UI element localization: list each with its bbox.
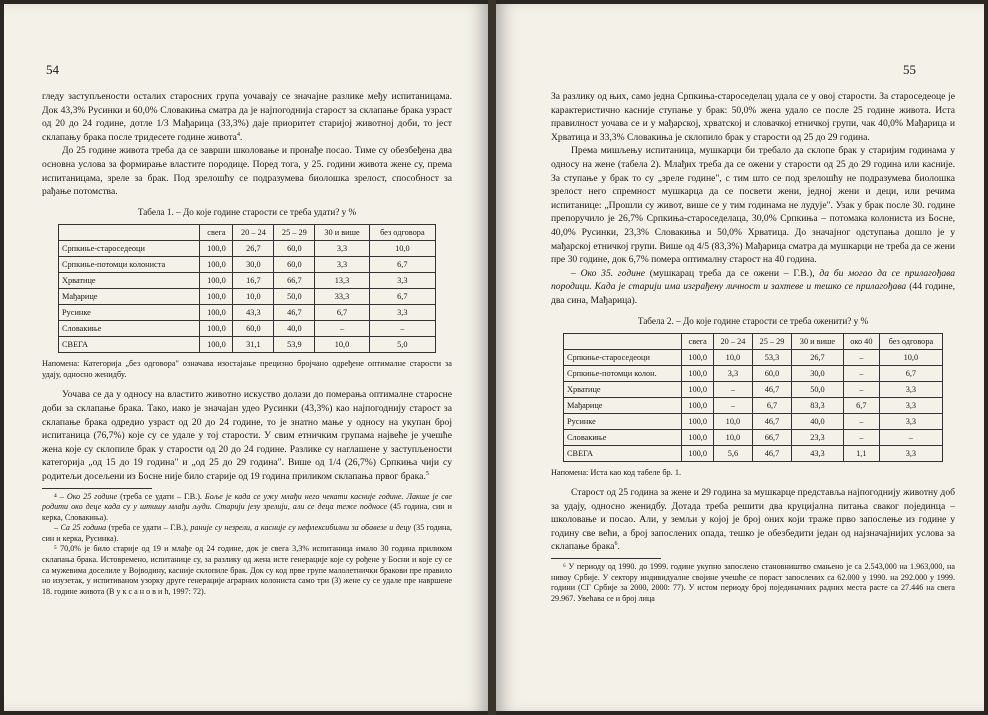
page-number: 55 bbox=[903, 62, 916, 77]
table-cell: 6,7 bbox=[843, 398, 879, 414]
row-label: Словакиње bbox=[564, 430, 682, 446]
table-cell: 60,0 bbox=[274, 257, 315, 273]
table-cell: 100,0 bbox=[200, 257, 233, 273]
table-header-cell bbox=[564, 334, 682, 350]
table-cell: – bbox=[713, 398, 752, 414]
table-cell: 100,0 bbox=[682, 382, 713, 398]
table-cell: 26,7 bbox=[233, 241, 274, 257]
table-header-cell: 30 и више bbox=[315, 225, 369, 241]
table-header-cell: 20 – 24 bbox=[233, 225, 274, 241]
row-label: Русинке bbox=[59, 305, 200, 321]
table-cell: 6,7 bbox=[752, 398, 791, 414]
table-cell: 50,0 bbox=[274, 289, 315, 305]
table-cell: 100,0 bbox=[200, 289, 233, 305]
table-cell: 5,6 bbox=[713, 446, 752, 462]
table-cell: 100,0 bbox=[682, 398, 713, 414]
table-cell: 3,3 bbox=[879, 382, 942, 398]
table-cell: 30,0 bbox=[233, 257, 274, 273]
table-cell: 23,3 bbox=[792, 430, 844, 446]
table-cell: 33,3 bbox=[315, 289, 369, 305]
table-cell: 3,3 bbox=[713, 366, 752, 382]
table-cell: 66,7 bbox=[752, 430, 791, 446]
table-header-row bbox=[564, 334, 943, 350]
table-cell: 10,0 bbox=[879, 350, 942, 366]
table-row bbox=[564, 446, 943, 462]
table-caption: Табела 1. – До које године старости се треба удати? у % bbox=[137, 206, 357, 217]
footnote-divider bbox=[42, 488, 152, 489]
table-header-cell: 30 и више bbox=[792, 334, 844, 350]
table-cell: 26,7 bbox=[792, 350, 844, 366]
table-cell: 10,0 bbox=[315, 337, 369, 353]
left-page-body bbox=[42, 90, 452, 597]
table-header-cell: око 40 bbox=[843, 334, 879, 350]
right-page-body bbox=[551, 90, 955, 604]
table-cell: 100,0 bbox=[200, 305, 233, 321]
table-cell: 100,0 bbox=[682, 446, 713, 462]
table-cell: 100,0 bbox=[200, 273, 233, 289]
table-cell: 40,0 bbox=[792, 414, 844, 430]
row-label: Српкиње-потомци колон. bbox=[564, 366, 682, 382]
table-cell: 3,3 bbox=[315, 241, 369, 257]
table-row bbox=[564, 366, 943, 382]
footnote-marker: 4 bbox=[236, 131, 240, 138]
table-header-cell: 25 – 29 bbox=[274, 225, 315, 241]
table-cell: 16,7 bbox=[233, 273, 274, 289]
table-cell: 6,7 bbox=[369, 257, 435, 273]
row-label: Мађарице bbox=[564, 398, 682, 414]
footnote-6: ⁶ У периоду од 1990. до 1999. године укупно запослено становништво смањено је са 2.543,000 на 1.963,000, на нивоу Србије. У сектору индивидуалне својине учешће се пораст запослених са 62.000 у 1990. на 292.000 у 1999. години (СГ Србије за 2000, 2000: 77). У истом периоду број појединачних радних места расте са 27.446 на свега 29.967. Увећава се и број лица bbox=[551, 562, 955, 603]
table-cell: 10,0 bbox=[713, 430, 752, 446]
paragraph: гледу заступљености осталих старосних група уочавају се значајне разлике међу испитаницама. Док 43,3% Русинки и 60,0% Словакиња сматра да је најпогоднија старост за склапање брака узраст од 20 до 24 године, дотле 1/3 Мађарица (33,3%) даје приоритет старијој животној доби, то јест склапању брака после тридесете године живота$^4$. bbox=[42, 91, 452, 143]
paragraph: Према мишљењу испитаница, мушкарци би требало да склопе брак у старијим годинама у односу на жене (табела 2). Млађих треба да се ожени у старости од 25 до 29 година или касније. За ступање у брак то су „зреле године", с тим што се под зрелошћу не подразумева биолошка зрелост него спремност мушкарца да се посвети жени, једној жени и деци, или речима испитанице: „Прошли су живот, више се у тим годинама не лудује". Узак у брак после 30. године препоручило је 26,7% Српкиња-староседелаца, 30,0% Српкиња – потомака колониста из Босне, 40,0% Русинки, 23,3% Словакиња и 50,0% Хрватица. До значајног одступања дошло је у мађарској етничкој групи. Више од 4/5 (83,3%) Мађарица сматра да мушкарци не треба да се жени пре 30 године, док 6,7% помера оптималну старост на 40 година. bbox=[551, 145, 955, 266]
footnotes bbox=[42, 492, 452, 598]
table-cell: 3,3 bbox=[879, 414, 942, 430]
footnote-marker: 6 bbox=[614, 541, 618, 548]
footnotes bbox=[551, 562, 955, 604]
table-cell: 60,0 bbox=[233, 321, 274, 337]
table-row bbox=[59, 321, 436, 337]
table-cell: 100,0 bbox=[682, 430, 713, 446]
table-cell: 46,7 bbox=[752, 446, 791, 462]
table-cell: 46,7 bbox=[274, 305, 315, 321]
page-number: 54 bbox=[46, 62, 59, 77]
paragraph: До 25 године живота треба да се заврши школовање и пронађе посао. Тиме су обезбеђена два основна услова за формирање властите породице. Поред тога, у 25. години живота жене су, према испитаницама, зреле за брак. Под зрелошћу се подразумева биолошка зрелост, способност за рађање потомства. bbox=[42, 145, 452, 198]
table-row bbox=[59, 289, 436, 305]
table-cell: 100,0 bbox=[200, 337, 233, 353]
table-row bbox=[59, 257, 436, 273]
table-2 bbox=[563, 333, 943, 462]
footnote-5: ⁵ 70,0% је било старије од 19 и млађе од 24 године, док је свега 3,3% испитаница имало 30 година приликом склапања брака. Истовремено, испитанице су, за разлику од жена исте генерације које су рођене у Босни и које су се са мужевима доселиле у Војводину, касније склопиле брак. Док су код прве групе малолетнички бракови пре правило но изузетак, у испитиваном узорку друге генерације аграрних колониста само три (3) жене су се удале пре навршене 18. године живота (В у к с а н о в и ћ, 1997: 72). bbox=[42, 544, 452, 596]
table-cell: 50,0 bbox=[792, 382, 844, 398]
row-label: Словакиње bbox=[59, 321, 200, 337]
table-note: Напомена: Иста као код табеле бр. 1. bbox=[551, 468, 682, 478]
left-page bbox=[4, 4, 488, 711]
table-cell: 13,3 bbox=[315, 273, 369, 289]
table-cell: 6,7 bbox=[879, 366, 942, 382]
table-cell: 3,3 bbox=[369, 273, 435, 289]
row-label: Српкиње-староседеоци bbox=[59, 241, 200, 257]
row-label: СВЕГА bbox=[564, 446, 682, 462]
table-row bbox=[59, 337, 436, 353]
table-cell: 6,7 bbox=[369, 289, 435, 305]
row-label: Русинке bbox=[564, 414, 682, 430]
table-cell: – bbox=[843, 382, 879, 398]
table-header-cell: без одговора bbox=[369, 225, 435, 241]
table-note: Напомена: Категорија „без одговора" означава изостајање прецизно бројчано одређене оптималне старости за удају, односно женидбу. bbox=[42, 359, 452, 380]
table-cell: 3,3 bbox=[315, 257, 369, 273]
table-cell: 6,7 bbox=[315, 305, 369, 321]
footnote-divider bbox=[551, 558, 661, 559]
book-gutter bbox=[488, 0, 496, 715]
table-cell: – bbox=[843, 414, 879, 430]
table-header-cell: 20 – 24 bbox=[713, 334, 752, 350]
table-cell: 100,0 bbox=[682, 414, 713, 430]
table-cell: 10,0 bbox=[713, 414, 752, 430]
row-label: Хрватице bbox=[564, 382, 682, 398]
row-label: Мађарице bbox=[59, 289, 200, 305]
table-header-cell: 25 – 29 bbox=[752, 334, 791, 350]
table-row bbox=[564, 350, 943, 366]
table-cell: 3,3 bbox=[369, 305, 435, 321]
table-cell: 66,7 bbox=[274, 273, 315, 289]
table-cell: 100,0 bbox=[682, 366, 713, 382]
footnote-marker: 5 bbox=[425, 470, 429, 477]
table-cell: 60,0 bbox=[274, 241, 315, 257]
table-row bbox=[564, 414, 943, 430]
table-1 bbox=[58, 224, 436, 353]
table-cell: – bbox=[843, 366, 879, 382]
table-cell: 31,1 bbox=[233, 337, 274, 353]
table-header-cell: свега bbox=[200, 225, 233, 241]
quotation: – Око 35. године (мушкарац треба да се ожени – Г.В.), да би могао да се прилагођава породици. Када је старији има изграђену личност и захтеве и тешко се прилагођава (44 године, два сина, Мађарица). bbox=[551, 267, 956, 306]
table-cell: 83,3 bbox=[792, 398, 844, 414]
table-cell: 43,3 bbox=[792, 446, 844, 462]
table-cell: 53,9 bbox=[274, 337, 315, 353]
paragraph: За разлику од њих, само једна Српкиња-староседелац удала се у овој старости. За староседеоце је карактеристично касније ступање у брак: 50,0% жена удало се после 25 године живота. Иста правилност уочава се и у мађарској, хрватској и словачкој етничкој групи, чак 40,0% Мађарица и Хрватица и 33,3% Словакиња је склопило брак у старости од 25 до 29 година. bbox=[551, 91, 955, 143]
table-cell: 46,7 bbox=[752, 382, 791, 398]
table-cell: – bbox=[369, 321, 435, 337]
table-cell: 5,0 bbox=[369, 337, 435, 353]
paragraph: Старост од 25 година за жене и 29 година за мушкарце представља најпогоднију животну доб за удају, односно женидбу. Дотада треба решити два круцијална питања сваког појединца – школовање и посао. Али, у земљи у којој је број оних који траже прво запослење из године у годину све већи, а број запослених опада, тешко је обезбедити један од најзначајнијих услова за склапање брака$^6$. bbox=[551, 487, 955, 553]
table-row bbox=[564, 430, 943, 446]
table-cell: 53,3 bbox=[752, 350, 791, 366]
table-header-cell: свега bbox=[682, 334, 713, 350]
table-row bbox=[564, 382, 943, 398]
table-cell: 10,0 bbox=[369, 241, 435, 257]
right-page bbox=[496, 4, 984, 711]
table-cell: 43,3 bbox=[233, 305, 274, 321]
table-cell: – bbox=[713, 382, 752, 398]
table-row bbox=[59, 305, 436, 321]
table-header-cell bbox=[59, 225, 200, 241]
table-cell: 100,0 bbox=[200, 241, 233, 257]
table-row bbox=[59, 241, 436, 257]
table-cell: 3,3 bbox=[879, 446, 942, 462]
table-row bbox=[59, 273, 436, 289]
table-cell: 100,0 bbox=[682, 350, 713, 366]
paragraph: Уочава се да у односу на властито животно искуство долази до померања оптималне старосне доби за склапање брака. Тако, иако је значајан удео Русинки (43,3%) као најпогоднију старост за склапање брака одредио узраст од 20 до 24 године, то је знатно мање у односу на укупан број испитаница (76,7%) које су се удале у тој старости. У свим етничким групама највеће је учешће жена које су склопиле брак у старости од 20 до 24 године. Разлике су наглашене у заступљености категорија „од 15 до 19 година" и „од 25 до 29 година". Више од 1/4 (26,7%) Српкиња чији су родитељи досељени из Босне није било старије од 19 година приликом склапања првог брака.$^5$ bbox=[42, 389, 452, 482]
table-cell: 60,0 bbox=[752, 366, 791, 382]
row-label: Српкиње-потомци колониста bbox=[59, 257, 200, 273]
table-cell: – bbox=[879, 430, 942, 446]
row-label: СВЕГА bbox=[59, 337, 200, 353]
table-cell: 100,0 bbox=[200, 321, 233, 337]
row-label: Хрватице bbox=[59, 273, 200, 289]
table-cell: – bbox=[843, 350, 879, 366]
table-cell: 10,0 bbox=[713, 350, 752, 366]
table-cell: 1,1 bbox=[843, 446, 879, 462]
table-cell: 46,7 bbox=[752, 414, 791, 430]
table-cell: 3,3 bbox=[879, 398, 942, 414]
row-label: Српкиње-староседеоци bbox=[564, 350, 682, 366]
table-cell: – bbox=[315, 321, 369, 337]
table-cell: 30,0 bbox=[792, 366, 844, 382]
table-cell: 10,0 bbox=[233, 289, 274, 305]
table-cell: 40,0 bbox=[274, 321, 315, 337]
table-cell: – bbox=[843, 430, 879, 446]
table-header-cell: без одговора bbox=[879, 334, 942, 350]
table-row bbox=[564, 398, 943, 414]
table-caption: Табела 2. – До које године старости се треба оженити? у % bbox=[637, 315, 869, 326]
table-header-row bbox=[59, 225, 436, 241]
footnote-4: ⁴ – Око 25 године (треба се удати – Г.В.). Боље је када се ужу млађи него чекати касније године. Лакше је све родити око деце када су у штишу млађи људи. Старији језу зрелији, али се деца теже подносе (45 година, син и керка, Словакиња). bbox=[42, 491, 452, 522]
footnote-4-continued: – Са 25 година (треба се удати – Г.В.), раније су незрели, а касније су нефлексибилни за обавезе и децу (35 година, син и керка, Русинка). bbox=[42, 523, 452, 543]
